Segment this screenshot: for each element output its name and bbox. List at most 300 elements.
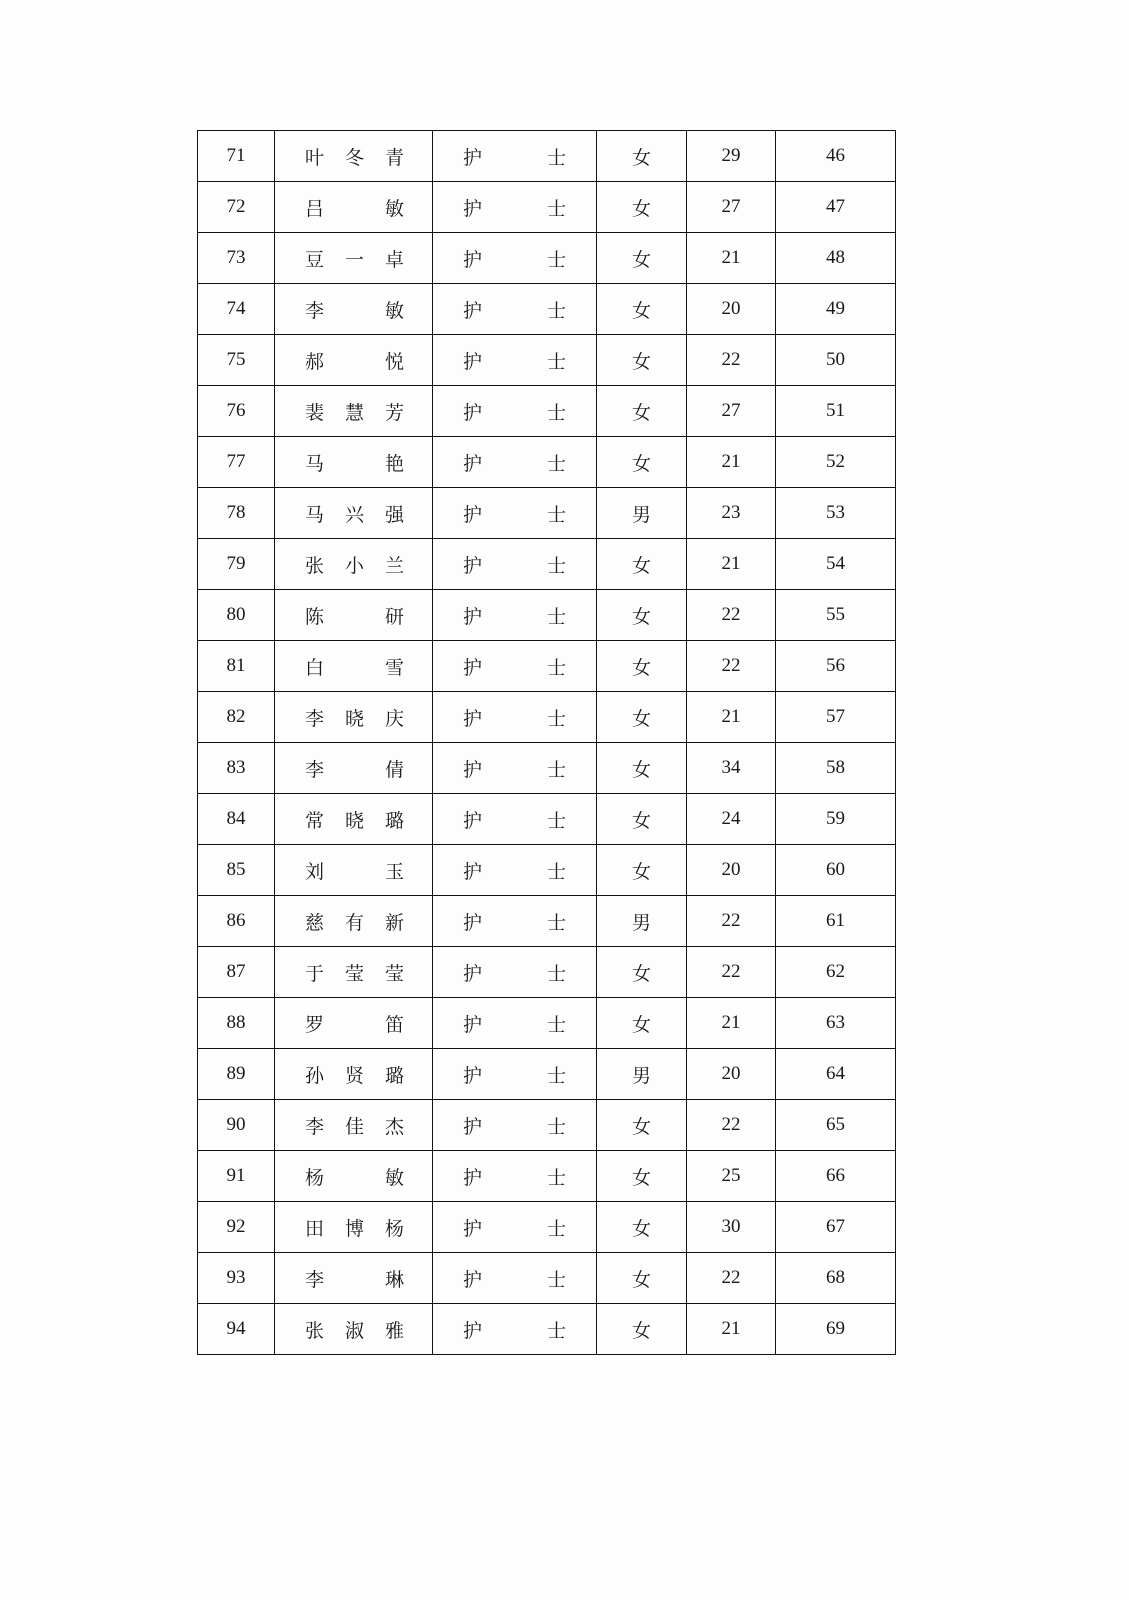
- position-char: 士: [546, 503, 566, 526]
- position-title: [433, 857, 596, 884]
- name-char: 郝: [305, 350, 325, 373]
- sequence-cell: 67: [776, 1202, 896, 1253]
- gender-cell: 女: [597, 335, 687, 386]
- gender-cell: 女: [597, 1304, 687, 1355]
- position-char: 护: [463, 707, 483, 730]
- name-char: 常: [305, 809, 325, 832]
- person-name: [275, 908, 432, 935]
- table-row: [198, 1253, 896, 1304]
- name-char: 慧: [344, 401, 364, 424]
- position-char: 士: [546, 656, 566, 679]
- sequence-cell: 68: [776, 1253, 896, 1304]
- name-char: 兴: [344, 503, 364, 526]
- position-title: [433, 1061, 596, 1088]
- gender-cell: 女: [597, 947, 687, 998]
- person-name: [275, 398, 432, 425]
- name-cell: [275, 794, 433, 845]
- age-cell: 27: [687, 182, 776, 233]
- position-title: [433, 908, 596, 935]
- position-char: 护: [463, 962, 483, 985]
- table-row: [198, 590, 896, 641]
- name-char: 于: [305, 962, 325, 985]
- position-char: 护: [463, 605, 483, 628]
- age-cell: 22: [687, 335, 776, 386]
- table-row: [198, 539, 896, 590]
- name-char: 一: [344, 248, 364, 271]
- name-char: 笛: [384, 1013, 404, 1036]
- person-name: [275, 194, 432, 221]
- position-char: 士: [546, 197, 566, 220]
- position-title: [433, 143, 596, 170]
- name-char: 有: [344, 911, 364, 934]
- age-cell: 21: [687, 233, 776, 284]
- position-cell: [433, 539, 597, 590]
- name-char: 晓: [344, 809, 364, 832]
- name-char: 芳: [384, 401, 404, 424]
- person-name: [275, 959, 432, 986]
- position-cell: [433, 998, 597, 1049]
- person-name: [275, 704, 432, 731]
- position-char: 护: [463, 299, 483, 322]
- name-char: 璐: [384, 1064, 404, 1087]
- name-cell: [275, 488, 433, 539]
- sequence-cell: 62: [776, 947, 896, 998]
- position-title: [433, 1214, 596, 1241]
- age-cell: 22: [687, 947, 776, 998]
- row-number-cell: 79: [198, 539, 275, 590]
- table-row: [198, 947, 896, 998]
- sequence-cell: 50: [776, 335, 896, 386]
- name-cell: [275, 947, 433, 998]
- position-title: [433, 296, 596, 323]
- person-name: [275, 296, 432, 323]
- position-cell: [433, 692, 597, 743]
- position-title: [433, 1163, 596, 1190]
- position-char: 护: [463, 656, 483, 679]
- table-row: [198, 131, 896, 182]
- table-row: [198, 1304, 896, 1355]
- row-number-cell: 71: [198, 131, 275, 182]
- person-name: [275, 1061, 432, 1088]
- name-char: 裴: [305, 401, 325, 424]
- name-cell: [275, 1202, 433, 1253]
- position-char: 护: [463, 860, 483, 883]
- position-cell: [433, 386, 597, 437]
- position-title: [433, 1316, 596, 1343]
- roster-body: [198, 131, 896, 1355]
- name-char: 陈: [305, 605, 325, 628]
- row-number-cell: 85: [198, 845, 275, 896]
- position-title: [433, 1010, 596, 1037]
- name-char: 兰: [384, 554, 404, 577]
- age-cell: 20: [687, 845, 776, 896]
- name-char: 贤: [344, 1064, 364, 1087]
- position-char: 士: [546, 1013, 566, 1036]
- person-name: [275, 347, 432, 374]
- position-char: 护: [463, 1013, 483, 1036]
- gender-cell: 女: [597, 284, 687, 335]
- position-char: 士: [546, 860, 566, 883]
- row-number-cell: 81: [198, 641, 275, 692]
- position-char: 护: [463, 809, 483, 832]
- name-cell: [275, 284, 433, 335]
- position-title: [433, 398, 596, 425]
- position-cell: [433, 1253, 597, 1304]
- name-char: 李: [305, 1115, 325, 1138]
- table-row: [198, 692, 896, 743]
- table-row: [198, 1151, 896, 1202]
- name-char: 马: [305, 503, 325, 526]
- sequence-cell: 58: [776, 743, 896, 794]
- sequence-cell: 53: [776, 488, 896, 539]
- name-char: 杨: [384, 1217, 404, 1240]
- sequence-cell: 61: [776, 896, 896, 947]
- person-name: [275, 500, 432, 527]
- name-cell: [275, 590, 433, 641]
- name-char: 田: [305, 1217, 325, 1240]
- person-name: [275, 1163, 432, 1190]
- position-cell: [433, 845, 597, 896]
- gender-cell: 女: [597, 1151, 687, 1202]
- position-cell: [433, 1100, 597, 1151]
- position-title: [433, 245, 596, 272]
- gender-cell: 男: [597, 488, 687, 539]
- sequence-cell: 54: [776, 539, 896, 590]
- roster-table: [197, 130, 896, 1355]
- position-char: 士: [546, 299, 566, 322]
- position-char: 士: [546, 1268, 566, 1291]
- sequence-cell: 48: [776, 233, 896, 284]
- name-char: 敏: [384, 197, 404, 220]
- row-number-cell: 86: [198, 896, 275, 947]
- age-cell: 29: [687, 131, 776, 182]
- name-char: 张: [305, 1319, 325, 1342]
- name-cell: [275, 1253, 433, 1304]
- position-char: 士: [546, 1217, 566, 1240]
- sequence-cell: 47: [776, 182, 896, 233]
- position-char: 士: [546, 758, 566, 781]
- position-char: 护: [463, 401, 483, 424]
- sequence-cell: 56: [776, 641, 896, 692]
- name-char: 晓: [344, 707, 364, 730]
- position-title: [433, 602, 596, 629]
- gender-cell: 女: [597, 692, 687, 743]
- name-char: 博: [344, 1217, 364, 1240]
- position-char: 护: [463, 911, 483, 934]
- gender-cell: 女: [597, 845, 687, 896]
- name-char: 莹: [384, 962, 404, 985]
- row-number-cell: 90: [198, 1100, 275, 1151]
- position-char: 护: [463, 1064, 483, 1087]
- row-number-cell: 93: [198, 1253, 275, 1304]
- position-char: 护: [463, 1217, 483, 1240]
- person-name: [275, 551, 432, 578]
- name-char: 孙: [305, 1064, 325, 1087]
- table-row: [198, 845, 896, 896]
- position-char: 护: [463, 1115, 483, 1138]
- name-char: 研: [384, 605, 404, 628]
- row-number-cell: 73: [198, 233, 275, 284]
- name-char: 淑: [344, 1319, 364, 1342]
- age-cell: 25: [687, 1151, 776, 1202]
- gender-cell: 女: [597, 233, 687, 284]
- row-number-cell: 82: [198, 692, 275, 743]
- age-cell: 22: [687, 590, 776, 641]
- position-cell: [433, 182, 597, 233]
- gender-cell: 女: [597, 641, 687, 692]
- position-char: 士: [546, 248, 566, 271]
- table-row: [198, 896, 896, 947]
- position-char: 士: [546, 809, 566, 832]
- sequence-cell: 65: [776, 1100, 896, 1151]
- position-char: 士: [546, 1115, 566, 1138]
- name-char: 吕: [305, 197, 325, 220]
- table-row: [198, 182, 896, 233]
- sequence-cell: 51: [776, 386, 896, 437]
- position-cell: [433, 896, 597, 947]
- name-cell: [275, 182, 433, 233]
- name-cell: [275, 539, 433, 590]
- name-cell: [275, 998, 433, 1049]
- age-cell: 20: [687, 284, 776, 335]
- name-char: 李: [305, 707, 325, 730]
- age-cell: 24: [687, 794, 776, 845]
- table-row: [198, 1049, 896, 1100]
- position-char: 护: [463, 350, 483, 373]
- position-char: 士: [546, 1319, 566, 1342]
- position-title: [433, 449, 596, 476]
- position-char: 护: [463, 248, 483, 271]
- name-cell: [275, 233, 433, 284]
- name-char: 青: [384, 146, 404, 169]
- age-cell: 21: [687, 692, 776, 743]
- name-char: 玉: [384, 860, 404, 883]
- age-cell: 22: [687, 641, 776, 692]
- name-cell: [275, 437, 433, 488]
- name-cell: [275, 386, 433, 437]
- person-name: [275, 1316, 432, 1343]
- position-char: 士: [546, 962, 566, 985]
- table-row: [198, 1202, 896, 1253]
- name-cell: [275, 1049, 433, 1100]
- sequence-cell: 69: [776, 1304, 896, 1355]
- position-char: 护: [463, 554, 483, 577]
- row-number-cell: 83: [198, 743, 275, 794]
- gender-cell: 女: [597, 539, 687, 590]
- row-number-cell: 94: [198, 1304, 275, 1355]
- name-char: 白: [305, 656, 325, 679]
- gender-cell: 女: [597, 131, 687, 182]
- position-title: [433, 704, 596, 731]
- name-cell: [275, 743, 433, 794]
- row-number-cell: 88: [198, 998, 275, 1049]
- table-row: [198, 437, 896, 488]
- name-char: 佳: [344, 1115, 364, 1138]
- gender-cell: 女: [597, 998, 687, 1049]
- position-cell: [433, 947, 597, 998]
- age-cell: 23: [687, 488, 776, 539]
- position-title: [433, 806, 596, 833]
- name-char: 豆: [305, 248, 325, 271]
- name-char: 罗: [305, 1013, 325, 1036]
- position-char: 士: [546, 146, 566, 169]
- position-title: [433, 347, 596, 374]
- table-row: [198, 233, 896, 284]
- position-cell: [433, 335, 597, 386]
- position-char: 士: [546, 1064, 566, 1087]
- name-char: 杰: [384, 1115, 404, 1138]
- position-title: [433, 653, 596, 680]
- position-char: 士: [546, 401, 566, 424]
- row-number-cell: 75: [198, 335, 275, 386]
- gender-cell: 女: [597, 182, 687, 233]
- row-number-cell: 77: [198, 437, 275, 488]
- age-cell: 20: [687, 1049, 776, 1100]
- name-cell: [275, 335, 433, 386]
- position-title: [433, 1112, 596, 1139]
- gender-cell: 男: [597, 896, 687, 947]
- position-title: [433, 500, 596, 527]
- person-name: [275, 143, 432, 170]
- name-char: 李: [305, 299, 325, 322]
- name-cell: [275, 131, 433, 182]
- name-cell: [275, 1100, 433, 1151]
- position-cell: [433, 794, 597, 845]
- name-char: 璐: [384, 809, 404, 832]
- table-row: [198, 386, 896, 437]
- position-char: 士: [546, 911, 566, 934]
- name-char: 敏: [384, 1166, 404, 1189]
- name-char: 强: [384, 503, 404, 526]
- position-char: 士: [546, 350, 566, 373]
- position-title: [433, 194, 596, 221]
- sequence-cell: 46: [776, 131, 896, 182]
- row-number-cell: 84: [198, 794, 275, 845]
- sequence-cell: 55: [776, 590, 896, 641]
- position-char: 士: [546, 707, 566, 730]
- person-name: [275, 245, 432, 272]
- position-char: 士: [546, 1166, 566, 1189]
- name-char: 新: [384, 911, 404, 934]
- person-name: [275, 755, 432, 782]
- name-cell: [275, 845, 433, 896]
- name-char: 慈: [305, 911, 325, 934]
- gender-cell: 女: [597, 386, 687, 437]
- person-name: [275, 653, 432, 680]
- position-char: 护: [463, 146, 483, 169]
- position-cell: [433, 1202, 597, 1253]
- name-cell: [275, 896, 433, 947]
- sequence-cell: 60: [776, 845, 896, 896]
- name-cell: [275, 1151, 433, 1202]
- name-char: 冬: [344, 146, 364, 169]
- name-char: 小: [344, 554, 364, 577]
- sequence-cell: 64: [776, 1049, 896, 1100]
- table-row: [198, 641, 896, 692]
- name-char: 雅: [384, 1319, 404, 1342]
- position-char: 护: [463, 1166, 483, 1189]
- position-char: 士: [546, 554, 566, 577]
- table-row: [198, 998, 896, 1049]
- row-number-cell: 87: [198, 947, 275, 998]
- row-number-cell: 92: [198, 1202, 275, 1253]
- person-name: [275, 806, 432, 833]
- row-number-cell: 76: [198, 386, 275, 437]
- name-char: 琳: [384, 1268, 404, 1291]
- name-char: 刘: [305, 860, 325, 883]
- name-char: 李: [305, 758, 325, 781]
- gender-cell: 女: [597, 437, 687, 488]
- age-cell: 21: [687, 437, 776, 488]
- sequence-cell: 66: [776, 1151, 896, 1202]
- sequence-cell: 57: [776, 692, 896, 743]
- position-cell: [433, 131, 597, 182]
- name-char: 敏: [384, 299, 404, 322]
- position-cell: [433, 488, 597, 539]
- table-row: [198, 1100, 896, 1151]
- sequence-cell: 59: [776, 794, 896, 845]
- name-char: 李: [305, 1268, 325, 1291]
- name-char: 悦: [384, 350, 404, 373]
- name-cell: [275, 641, 433, 692]
- age-cell: 27: [687, 386, 776, 437]
- position-title: [433, 551, 596, 578]
- person-name: [275, 449, 432, 476]
- age-cell: 30: [687, 1202, 776, 1253]
- position-cell: [433, 233, 597, 284]
- age-cell: 22: [687, 896, 776, 947]
- sequence-cell: 49: [776, 284, 896, 335]
- name-char: 庆: [384, 707, 404, 730]
- gender-cell: 女: [597, 743, 687, 794]
- gender-cell: 女: [597, 1202, 687, 1253]
- position-cell: [433, 590, 597, 641]
- sequence-cell: 63: [776, 998, 896, 1049]
- age-cell: 22: [687, 1253, 776, 1304]
- name-char: 叶: [305, 146, 325, 169]
- position-cell: [433, 1049, 597, 1100]
- age-cell: 22: [687, 1100, 776, 1151]
- position-cell: [433, 284, 597, 335]
- sequence-cell: 52: [776, 437, 896, 488]
- gender-cell: 女: [597, 794, 687, 845]
- position-cell: [433, 1304, 597, 1355]
- gender-cell: 男: [597, 1049, 687, 1100]
- row-number-cell: 80: [198, 590, 275, 641]
- row-number-cell: 89: [198, 1049, 275, 1100]
- person-name: [275, 1265, 432, 1292]
- table-row: [198, 743, 896, 794]
- row-number-cell: 72: [198, 182, 275, 233]
- position-char: 士: [546, 605, 566, 628]
- name-char: 张: [305, 554, 325, 577]
- name-cell: [275, 692, 433, 743]
- position-char: 护: [463, 758, 483, 781]
- position-cell: [433, 1151, 597, 1202]
- table-row: [198, 335, 896, 386]
- name-char: 雪: [384, 656, 404, 679]
- row-number-cell: 74: [198, 284, 275, 335]
- age-cell: 21: [687, 998, 776, 1049]
- position-char: 护: [463, 452, 483, 475]
- position-char: 护: [463, 1319, 483, 1342]
- name-char: 马: [305, 452, 325, 475]
- gender-cell: 女: [597, 1100, 687, 1151]
- person-name: [275, 1214, 432, 1241]
- row-number-cell: 78: [198, 488, 275, 539]
- gender-cell: 女: [597, 590, 687, 641]
- name-char: 莹: [344, 962, 364, 985]
